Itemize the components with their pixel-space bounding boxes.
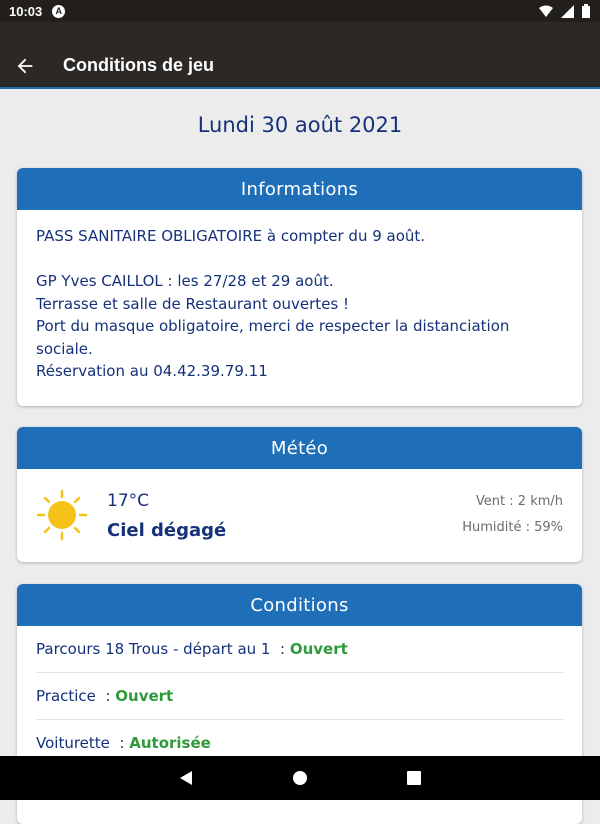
notification-icon: A	[52, 5, 65, 18]
temperature: 17°C	[107, 491, 150, 511]
sun-icon	[36, 489, 88, 541]
status-icons	[539, 4, 590, 18]
back-button[interactable]	[14, 55, 38, 79]
status-bar	[0, 0, 600, 22]
condition-status: Ouvert	[115, 687, 174, 705]
meteo-card	[17, 427, 582, 562]
informations-header: Informations	[17, 168, 582, 210]
informations-card	[17, 168, 582, 406]
condition-label: Practice :	[36, 687, 116, 705]
nav-home-button[interactable]	[289, 767, 311, 789]
condition-label: Parcours 18 Trous - départ au 1 :	[36, 640, 290, 658]
humidity: Humidité : 59%	[462, 520, 563, 535]
info-line: GP Yves CAILLOL : les 27/28 et 29 août.	[36, 272, 334, 290]
nav-back-button[interactable]	[175, 767, 197, 789]
battery-icon	[582, 4, 590, 18]
condition-row-parcours	[36, 626, 563, 673]
status-time: 10:03	[9, 3, 43, 19]
condition-label: Voiturette :	[36, 734, 130, 752]
triangle-back-icon	[179, 770, 193, 786]
nav-recents-button[interactable]	[403, 767, 425, 789]
info-line: Port du masque obligatoire, merci de respecter la distanciation sociale.	[36, 317, 510, 358]
condition-status: Autorisée	[129, 734, 211, 752]
square-recents-icon	[407, 771, 421, 785]
sky-condition: Ciel dégagé	[107, 520, 227, 541]
wind-speed: Vent : 2 km/h	[475, 494, 563, 509]
info-line: Terrasse et salle de Restaurant ouvertes !	[36, 294, 350, 313]
meteo-header: Météo	[17, 427, 582, 469]
circle-home-icon	[292, 770, 308, 786]
wifi-icon	[539, 5, 553, 17]
condition-status: Ouvert	[289, 640, 348, 658]
date-title: Lundi 30 août 2021	[197, 113, 403, 137]
page-title: Conditions de jeu	[63, 55, 214, 75]
signal-icon	[561, 5, 574, 18]
informations-body	[17, 210, 582, 391]
arrow-back-icon	[14, 55, 36, 77]
info-line: PASS SANITAIRE OBLIGATOIRE à compter du 9 août.	[36, 227, 426, 245]
conditions-header: Conditions	[17, 584, 582, 626]
meteo-body	[17, 469, 582, 561]
system-nav-bar	[0, 756, 600, 800]
condition-row-practice	[36, 673, 563, 720]
info-line: Réservation au 04.42.39.79.11	[36, 362, 268, 380]
app-bar	[0, 22, 600, 89]
